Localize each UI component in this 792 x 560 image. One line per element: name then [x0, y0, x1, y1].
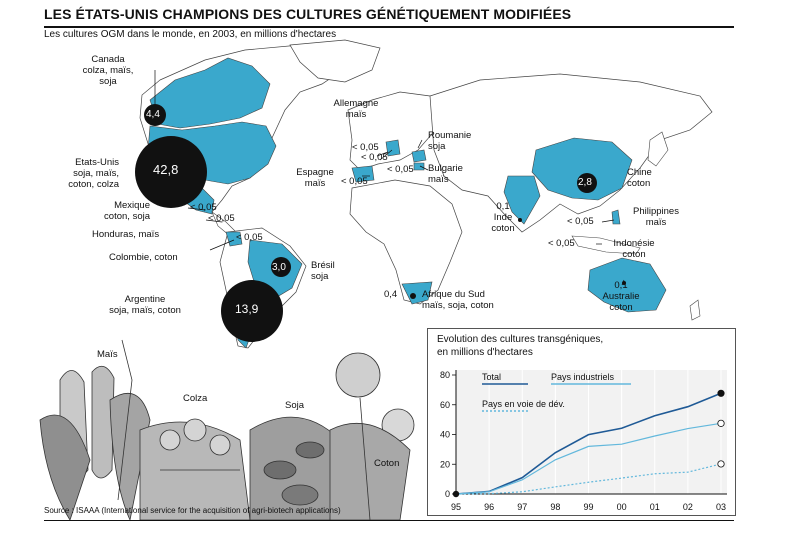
- bresil-value: 3,0: [272, 262, 286, 273]
- label-mexique: [86, 200, 150, 222]
- x-tick-label: 95: [450, 502, 462, 512]
- label-afriquesud: [422, 289, 494, 311]
- label-bulgarie: [428, 163, 463, 185]
- label-usa: [55, 157, 119, 190]
- usa-crops: soja, maïs, coton, colza: [68, 168, 119, 190]
- x-tick-label: 97: [517, 502, 528, 512]
- soja-illustration: [250, 417, 340, 520]
- bottom-rule: [44, 520, 734, 521]
- y-tick-label: 60: [439, 399, 450, 410]
- y-tick-label: 20: [439, 459, 450, 470]
- label-honduras: [92, 229, 159, 240]
- series-pays-dev-endpoint: [718, 461, 724, 467]
- y-tick-label: 40: [439, 429, 450, 440]
- page-subtitle: Les cultures OGM dans le monde, en 2003, en millions d'hectares: [44, 29, 337, 40]
- colombie-crops: coton: [154, 252, 178, 263]
- x-tick-label: 98: [550, 502, 561, 512]
- label-coton: Coton: [374, 458, 400, 469]
- canada-name: Canada: [91, 54, 125, 65]
- colombie-name: Colombie,: [109, 252, 152, 263]
- allemagne-value: < 0,05: [352, 142, 379, 153]
- philippines-value: < 0,05: [567, 216, 594, 227]
- espagne-name: Espagne: [296, 167, 334, 178]
- label-indonesie: [604, 238, 664, 260]
- canada-crops: colza, maïs, soja: [82, 65, 134, 87]
- label-roumanie: [428, 130, 471, 152]
- afriquesud-name: Afrique du Sud: [422, 289, 485, 300]
- inde-value: 0,1: [496, 201, 510, 212]
- allemagne-crops: maïs: [345, 109, 367, 120]
- source-note: Source : ISAAA (International service for the acquisition of agri-biotech applications): [44, 506, 341, 515]
- x-tick-label: 01: [649, 502, 660, 512]
- afriquesud-crops: maïs, soja, coton: [422, 300, 494, 311]
- series-pays-dev-legend-label: Pays en voie de dév.: [482, 399, 565, 409]
- crop-illustrations: [40, 340, 414, 520]
- label-colombie: [109, 252, 178, 263]
- mexique-name: Mexique: [114, 200, 150, 211]
- y-tick-label: 0: [444, 489, 450, 499]
- x-tick-label: 02: [682, 502, 693, 512]
- page-title: LES ÉTATS-UNIS CHAMPIONS DES CULTURES GÉNÉTIQUEMENT MODIFIÉES: [44, 6, 572, 22]
- x-tick-label: 00: [616, 502, 627, 512]
- roumanie-name: Roumanie: [428, 130, 472, 141]
- series-start-point: [453, 491, 459, 497]
- chine-value: 2,8: [578, 177, 592, 188]
- australie-crops: coton: [609, 302, 633, 313]
- bubble-afriquesud: [410, 293, 416, 299]
- usa-name: Etats-Unis: [75, 157, 119, 168]
- country-roumanie: [412, 150, 426, 162]
- espagne-value: < 0,05: [341, 176, 368, 187]
- label-canada: [82, 54, 134, 87]
- x-tick-label: 03: [715, 502, 727, 512]
- x-tick-label: 96: [484, 502, 495, 512]
- philippines-crops: maïs: [645, 217, 667, 228]
- australie-name: Australie: [602, 291, 640, 302]
- inde-name: Inde: [493, 212, 513, 223]
- colombie-value: < 0,05: [236, 232, 263, 243]
- series-total-legend-label: Total: [482, 372, 502, 382]
- country-bulgarie: [414, 163, 424, 170]
- label-mais: Maïs: [97, 349, 118, 360]
- indonesie-name: Indonésie: [613, 238, 655, 249]
- honduras-crops: maïs: [138, 229, 160, 240]
- argentine-crops: soja, maïs, coton: [109, 305, 181, 316]
- honduras-name: Honduras,: [92, 229, 136, 240]
- bresil-name: Brésil: [311, 260, 335, 271]
- label-allemagne: [326, 98, 386, 120]
- indonesie-crops: coton: [622, 249, 646, 260]
- plot-area: [456, 370, 727, 494]
- chine-name: Chine: [627, 167, 652, 178]
- afriquesud-value: 0,4: [384, 289, 398, 300]
- series-pays-industriels-legend-label: Pays industriels: [551, 372, 615, 382]
- argentine-value: 13,9: [235, 302, 259, 316]
- series-pays-industriels-endpoint: [718, 420, 724, 426]
- bulgarie-value: < 0,05: [387, 164, 414, 175]
- series-total-endpoint: [718, 390, 724, 396]
- allemagne-name: Allemagne: [333, 98, 379, 109]
- label-australie: [592, 280, 650, 313]
- x-tick-label: 99: [583, 502, 594, 512]
- country-philippines: [612, 210, 620, 224]
- indonesie-value: < 0,05: [548, 238, 575, 249]
- label-inde: [486, 201, 520, 234]
- usa-value: 42,8: [153, 162, 179, 177]
- mais-illustration: [40, 340, 150, 520]
- label-soja: Soja: [285, 400, 305, 411]
- bresil-crops: soja: [311, 271, 329, 282]
- label-espagne: [293, 167, 337, 189]
- label-bresil: [311, 260, 335, 282]
- y-tick-label: 80: [439, 370, 450, 380]
- label-chine: [627, 167, 652, 189]
- colza-illustration: [140, 419, 250, 520]
- label-colza: Colza: [183, 393, 208, 404]
- chine-crops: coton: [627, 178, 651, 189]
- philippines-name: Philippines: [633, 206, 679, 217]
- inde-crops: coton: [491, 223, 515, 234]
- label-argentine: [100, 294, 190, 316]
- canada-value: 4,4: [146, 109, 160, 120]
- roumanie-value: < 0,05: [361, 152, 388, 163]
- land-nz: [690, 300, 700, 320]
- bulgarie-crops: maïs: [428, 174, 449, 185]
- argentine-name: Argentine: [124, 294, 166, 305]
- mexique-crops: coton, soja: [104, 211, 150, 222]
- espagne-crops: maïs: [304, 178, 326, 189]
- mexique-value: < 0,05: [190, 202, 217, 213]
- roumanie-crops: soja: [428, 141, 446, 152]
- honduras-value: < 0,05: [208, 213, 235, 224]
- label-philippines: [626, 206, 686, 228]
- coton-illustration: [330, 353, 414, 520]
- bulgarie-name: Bulgarie: [428, 163, 463, 174]
- australie-value: 0,1: [614, 280, 628, 291]
- chart-title: Evolution des cultures transgéniques, en millions d'hectares: [437, 334, 604, 358]
